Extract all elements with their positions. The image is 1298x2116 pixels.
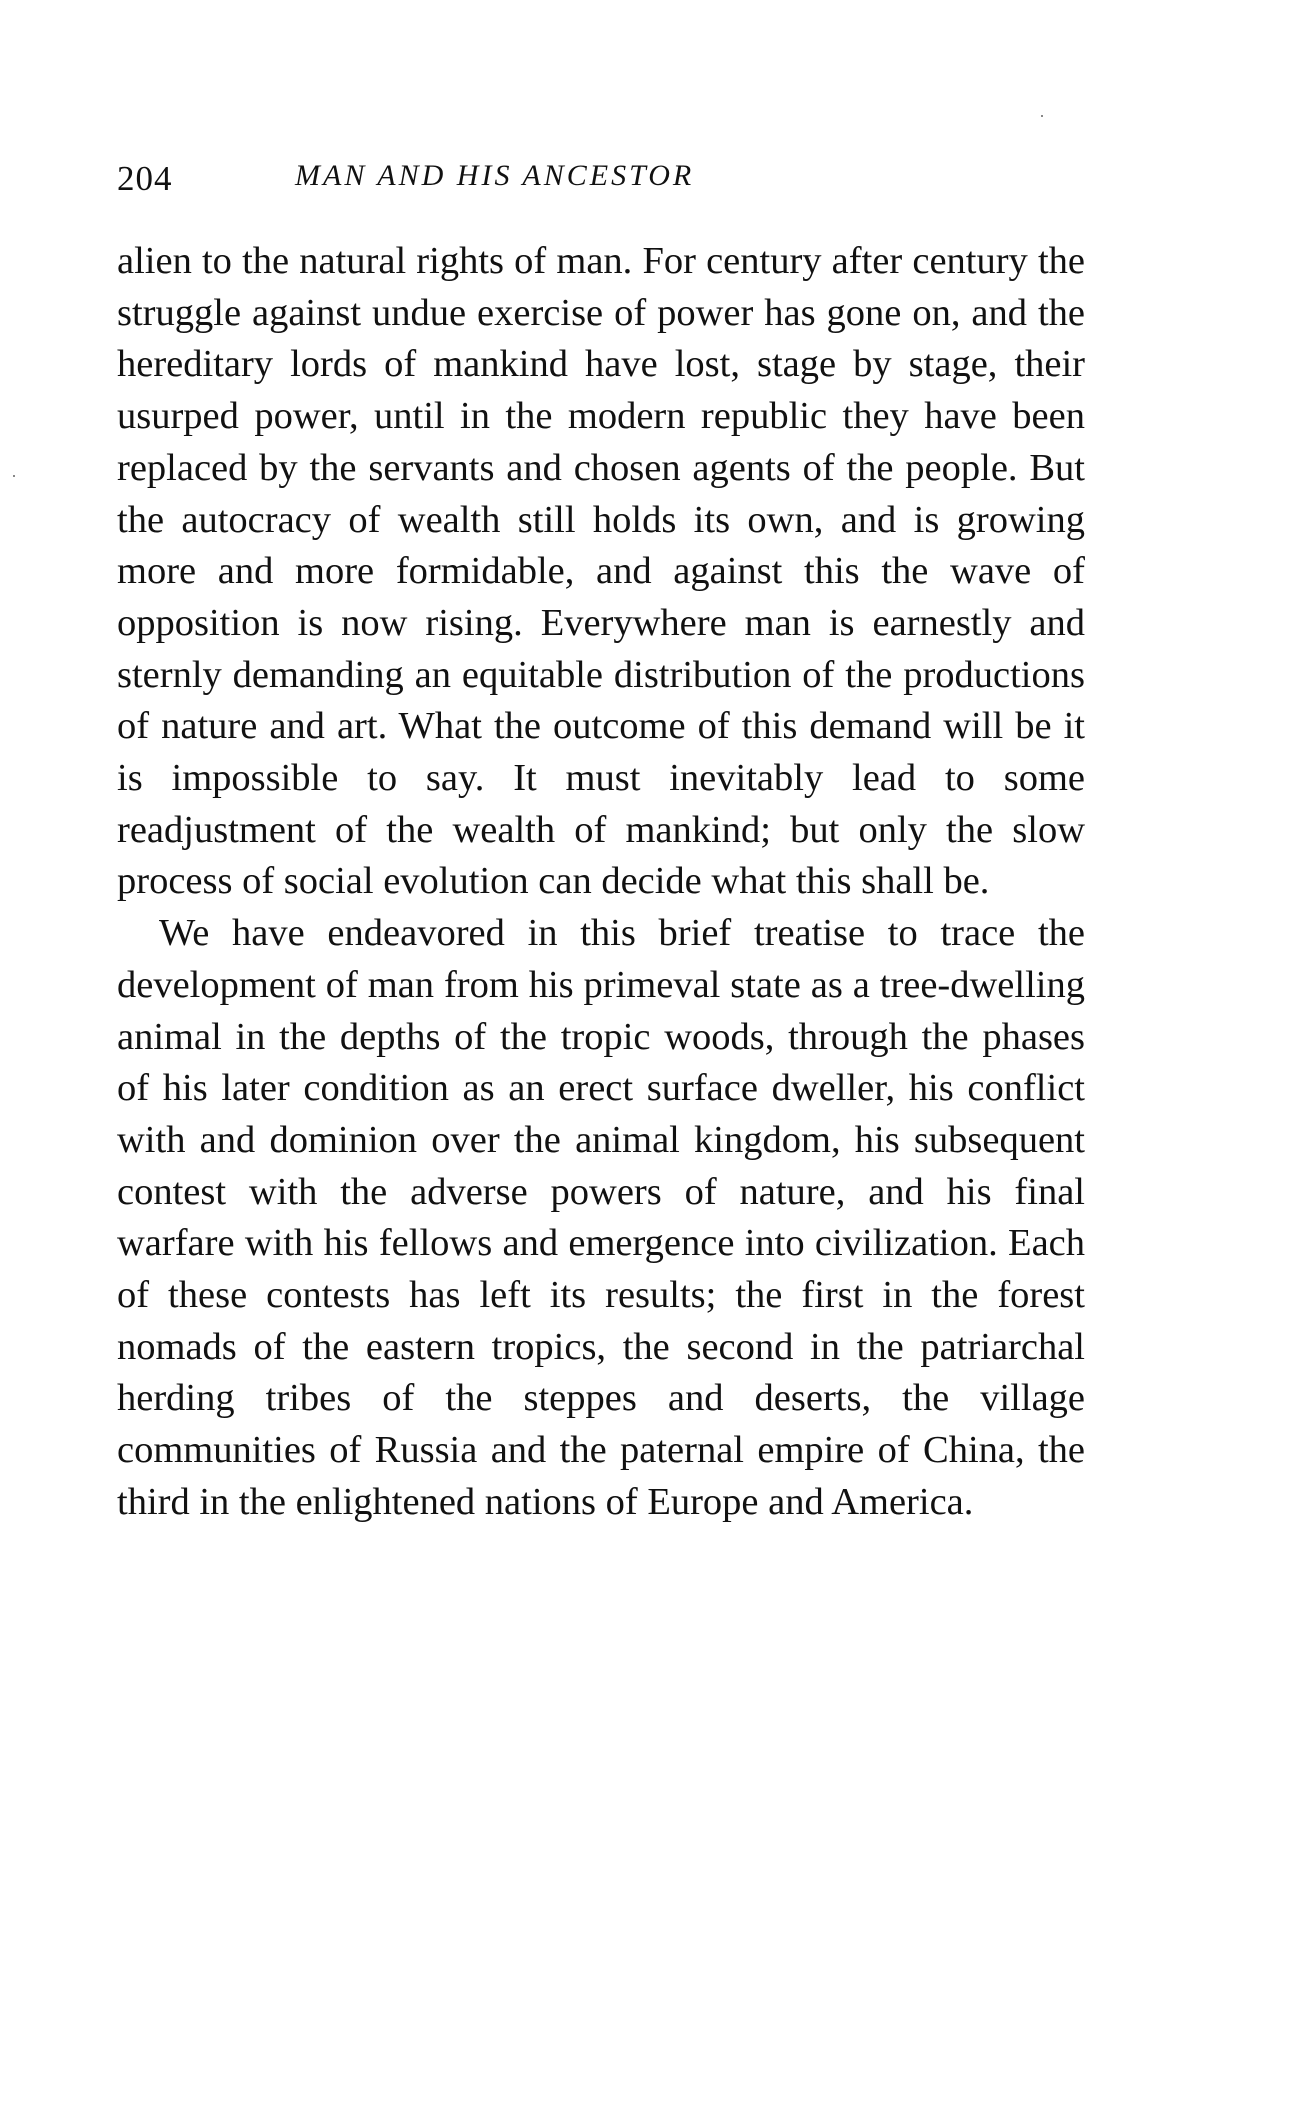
- scan-speck: [1041, 115, 1043, 117]
- paragraph-continued: alien to the natural rights of man. For century after century the struggle against undue exercise of power has gone on, and the hereditary lords of mankind have lost, stage by stage, their usurped power, until in the modern republic they have been replaced by the servants and chosen agents of the people. But the autocracy of wealth still holds its own, and is growing more and more formidable, and against this the wave of opposition is now rising. Everywhere man is earnestly and sternly demanding an equitable distribution of the productions of nature and art. What the outcome of this demand will be it is impossible to say. It must inevitably lead to some readjustment of the wealth of mankind; but only the slow process of social evolution can decide what this shall be.: [117, 240, 1085, 903]
- scan-speck: [13, 475, 15, 477]
- running-head: [117, 155, 1085, 203]
- paragraph: We have endeavored in this brief treatise to trace the development of man from his primeval state as a tree-dwelling animal in the depths of the tropic woods, through the phases of his later condition as an erect surface dweller, his conflict with and dominion over the animal kingdom, his subsequent contest with the adverse powers of nature, and his final warfare with his fellows and emergence into civilization. Each of these contests has left its results; the first in the forest nomads of the eastern tropics, the second in the patriarchal herding tribes of the steppes and deserts, the village communities of Russia and the paternal empire of China, the third in the enlightened nations of Europe and America.: [117, 912, 1085, 1523]
- body-text: [117, 236, 1085, 1529]
- running-head-title: MAN AND HIS ANCESTOR: [295, 159, 695, 192]
- page-number: 204: [117, 159, 173, 198]
